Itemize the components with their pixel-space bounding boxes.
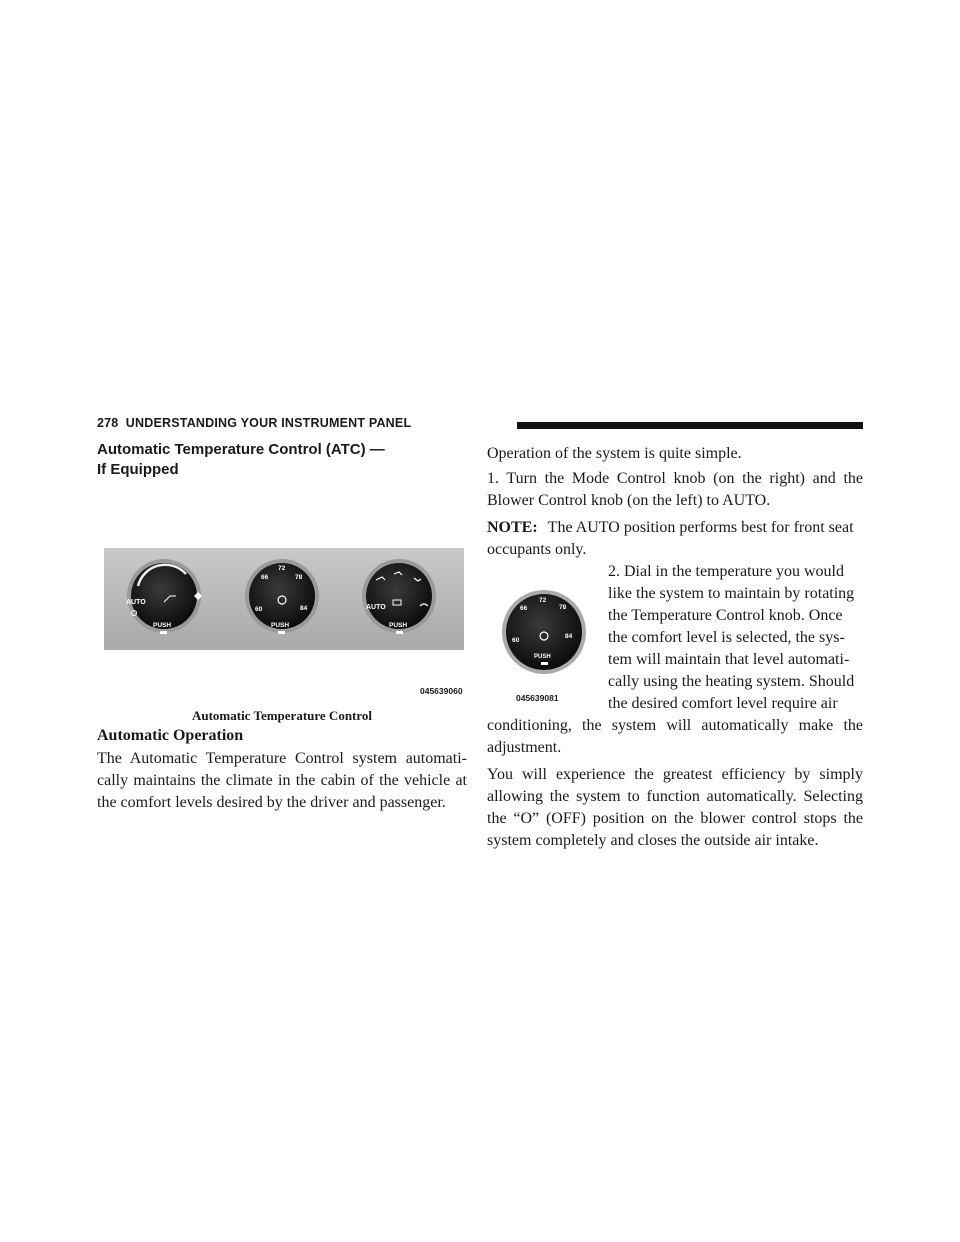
knob2-push-label: PUSH: [534, 654, 551, 660]
blower-push-indicator: [160, 631, 167, 634]
figure1-code: 045639060: [420, 686, 463, 696]
note-label: NOTE:: [487, 519, 538, 536]
atc-panel-illustration: [104, 548, 464, 650]
step2-line-2: like the system to maintain by rotating: [608, 585, 855, 602]
figure2-code: 045639081: [516, 693, 559, 703]
note: [487, 517, 863, 561]
temp-66-label: 66: [261, 574, 269, 581]
knob2-temp-66: 66: [520, 605, 528, 612]
temp-84-label: 84: [300, 605, 308, 612]
temp-60-label: 60: [255, 606, 263, 613]
temperature-knob-illustration: [492, 580, 602, 690]
header-rule: [517, 422, 863, 429]
knob2-temp-60: 60: [512, 637, 520, 644]
temp-78-label: 78: [295, 574, 303, 581]
page-number-heading: 278 UNDERSTANDING YOUR INSTRUMENT PANEL: [97, 416, 412, 430]
step2-line-1: 2. Dial in the temperature you would: [608, 563, 844, 580]
efficiency-text: You will experience the greatest efficiency by simply allowing the system to function automatically. Selecting the “O” (OFF) position on the blower control stops the system completely and closes the outside air intake.: [487, 766, 863, 849]
temp-push-indicator: [278, 631, 285, 634]
section-title-line2: If Equipped: [97, 461, 179, 478]
step2-line-7: the desired comfort level require air: [608, 695, 838, 712]
blower-auto-label: AUTO: [126, 599, 146, 606]
mode-push-indicator: [396, 631, 403, 634]
blower-push-label: PUSH: [153, 622, 172, 629]
knob2-temp-78: 78: [559, 604, 567, 611]
step2-line-3: the Temperature Control knob. Once: [608, 607, 843, 624]
step2-line-5: tem will maintain that level automati-: [608, 651, 850, 668]
section-title-line1: Automatic Temperature Control (ATC) —: [97, 441, 385, 458]
step2-line-4: the comfort level is selected, the sys-: [608, 629, 845, 646]
note-text: The AUTO position performs best for front seat occupants only.: [487, 519, 854, 558]
section-title: [97, 440, 447, 480]
step1-text: 1. Turn the Mode Control knob (on the right) and the Blower Control knob (on the left) to AUTO.: [487, 470, 863, 509]
step2-continuation: conditioning, the system will automatically make the adjustment.: [487, 717, 863, 756]
automatic-operation-text: The Automatic Temperature Control system automati-cally maintains the climate in the cabin of the vehicle at the comfort levels desired by the driver and passenger.: [97, 750, 467, 811]
step2-line-6: cally using the heating system. Should: [608, 673, 855, 690]
automatic-operation-heading: Automatic Operation: [97, 727, 244, 744]
knob2-temp-72: 72: [539, 597, 547, 604]
knob2-push-indicator: [541, 662, 548, 665]
figure1-caption: Automatic Temperature Control: [191, 708, 373, 723]
temp-push-label: PUSH: [271, 622, 290, 629]
intro-text: Operation of the system is quite simple.: [487, 445, 742, 462]
mode-push-label: PUSH: [389, 622, 408, 629]
step2-text: [608, 561, 863, 715]
mode-auto-label: AUTO: [366, 604, 386, 611]
page-header: [97, 416, 863, 434]
knob2-temp-84: 84: [565, 633, 573, 640]
temp-72-label: 72: [278, 565, 286, 572]
